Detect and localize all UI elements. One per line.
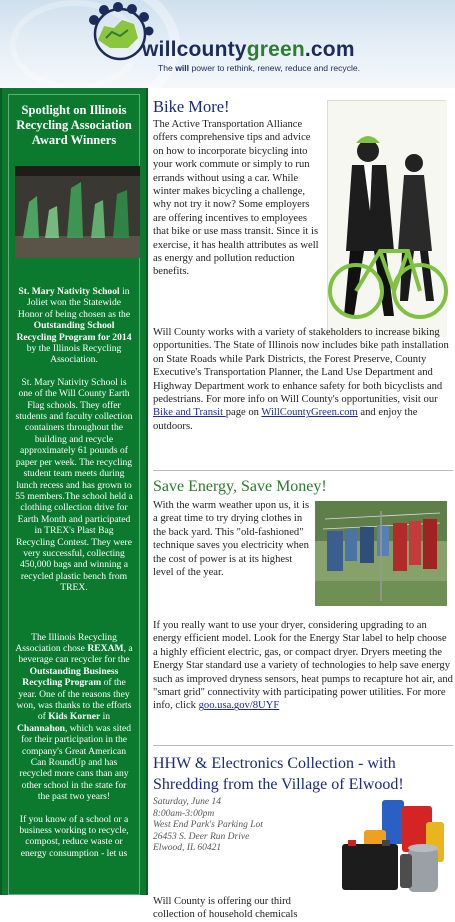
bike-section-title: Bike More! (153, 97, 230, 116)
p3-text-e: , which was sited for their participation in the company's Great American Can RoundUp and has recycled more cans than any other school in the state for the past two years! (19, 722, 132, 803)
household-chemicals-image (338, 796, 448, 895)
school-award: Outstanding School Recycling Program for 2014 (16, 320, 132, 343)
event-time: 8:00am-3:00pm (153, 808, 215, 819)
sidebar-paragraph-2: St. Mary Nativity School is one of the Will County Earth Flag schools. They offer students and faculty collection containers throughout the building and recycle approximately 61 pounds of paper per week. The recycling student team meets during lunch recess and has grown to 55 members.The school held a clothing collection drive for Earth Month and participated in TREX's Plast Bag Recycling Contest. They were very successful, collecting 450,000 bags and winning a recycled plastic bench from TREX. (15, 376, 133, 594)
bike-p2-text-c: and enjoy the outdoors. (153, 407, 418, 432)
bike-p2-text-b: page on (225, 407, 262, 419)
event-place: West End Park's Parking Lot (153, 820, 263, 831)
bike-p2-text: Will County works with a variety of stakeholders to increase biking opportunities. The State of Illinois now includes bike path installation on State Roads while Park Districts, the Forest Preserve, County Executive's Transportation Planner, the Land Use Department and Highway Department work to enhance safety for both bicyclists and pedestrians. For more info on Will County's opportunities, visit our (153, 327, 449, 406)
event-date: Saturday, June 14 (153, 797, 221, 807)
school-name: St. Mary Nativity School (18, 286, 120, 297)
kids-korner: Kids Korner (48, 711, 101, 723)
hhw-section-title: HHW & Electronics Collection - with Shredding from the Village of Elwood! (153, 755, 404, 793)
sidebar-frame (8, 94, 140, 895)
brand-county: county (176, 38, 247, 61)
bike-transit-link[interactable]: Bike and Transit (153, 407, 226, 419)
event-city: Elwood, IL 60421 (153, 843, 222, 854)
brand-com: .com (304, 38, 355, 61)
spotlight-title: Spotlight on Illinois Recycling Association Award Winners (16, 103, 132, 147)
header-banner (0, 0, 455, 88)
tagline (158, 63, 360, 73)
brand-green: green (246, 38, 305, 61)
energy-paragraph-1: With the warm weather upon us, it is a great time to try drying clothes in the back yard. This "old-fashioned" technique saves you electricity when the cost of power is at its highest level of the year. (153, 500, 310, 579)
p3-text-b: , a beverage can recycler for the (18, 642, 133, 666)
energy-p2-text: If you really want to use your dryer, considering upgrading to an energy efficient model. Look for the Energy Star label to help choose a highly efficient electric, gas, or compact dryer. Dryers meeting the Energy Star standard use a variety of technologies to help save energy such as improved dryness sensors, heat pumps to recapture hot air, and "smart grid" connectivity with participating power utilities. For more info, click (153, 620, 453, 712)
energy-paragraph-2 (153, 619, 453, 713)
p1-text-b: by the Illinois Recycling Association. (26, 343, 122, 366)
energy-section-title: Save Energy, Save Money! (153, 478, 327, 495)
spotlight-sidebar (0, 88, 148, 895)
brand-will: will (142, 38, 177, 61)
p1-text-a: in Joliet won the Statewide Honor of being chosen as the (17, 286, 131, 320)
town-name: Channahon (16, 722, 65, 734)
section-divider-1 (153, 470, 453, 471)
clothesline-photo (315, 501, 447, 606)
p3-text-a: The Illinois Recycling Association chose (15, 631, 117, 654)
brand-wordmark[interactable] (142, 38, 355, 62)
bicyclists-illustration (327, 100, 446, 336)
bike-paragraph-1: The Active Transportation Alliance offers comprehensive tips and advice on how to incorporate bicycling into your work commute or simply to run errands without using a car. While winter makes bicycling a challenge, why not try it now? Some employers are offering incentives to employees that bike or use mass transit. Since it is exercise, it has health attributes as well as energy and pollution reduction benefits. (153, 119, 319, 278)
event-details (153, 797, 263, 855)
tagline-bold: will (175, 63, 190, 73)
willcountygreen-link[interactable]: WillCountyGreen.com (261, 407, 358, 419)
company-name: REXAM (87, 642, 124, 654)
tagline-prefix: The (158, 63, 176, 73)
energy-star-link[interactable]: goo.usa.gov/8UYF (198, 700, 280, 712)
event-address: 26453 S. Deer Run Drive (153, 831, 250, 842)
sidebar-paragraph-3 (15, 632, 133, 803)
sidebar-paragraph-1 (15, 286, 133, 366)
tagline-rest: power to rethink, renew, reduce and recycle. (189, 63, 361, 73)
section-divider-2 (153, 745, 453, 746)
p3-text-c: of the year. One of the reasons they won, was thanks to the efforts of (16, 677, 132, 723)
main-content (150, 88, 455, 921)
hhw-paragraph-1: Will County is offering our third collection of household chemicals (153, 896, 298, 921)
p3-text-d: in (100, 711, 111, 723)
sidebar-paragraph-4: If you know of a school or a business working to recycle, compost, reduce waste or energy consumption - let us (19, 813, 129, 859)
business-award: Outstanding Business Recycling Program (22, 665, 119, 689)
bike-paragraph-2 (153, 326, 451, 433)
award-trophies-photo (15, 166, 140, 258)
